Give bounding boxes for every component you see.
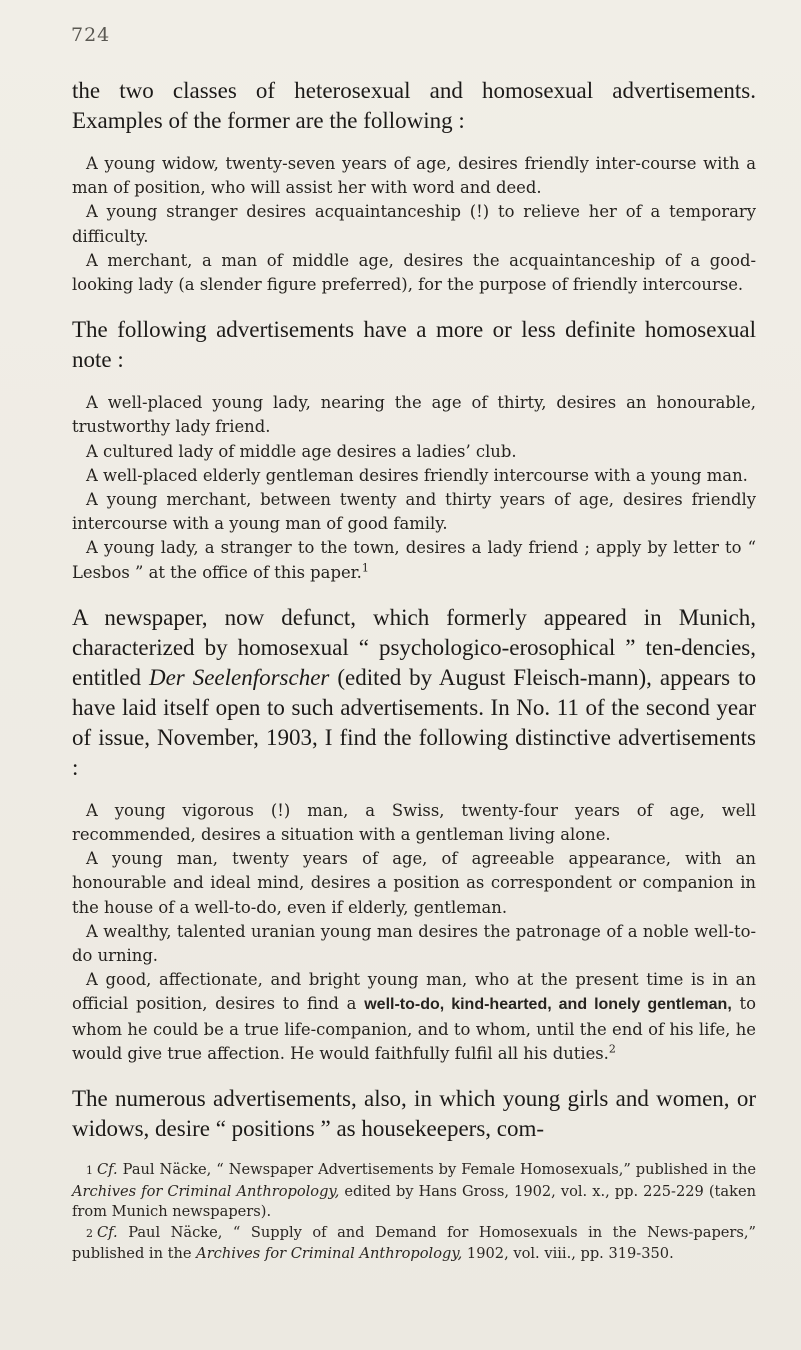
homosexual-advertisements: [72, 391, 756, 585]
advertisement: A well-placed elderly gentleman desires friendly intercourse with a young man.: [86, 465, 748, 485]
footnote: 1 Cf. Paul Näcke, “ Newspaper Advertisements by Female Homosexuals,” published in the Archives for Criminal Anthropology, edited by Hans Gross, 1902, vol. x., pp. 225-229 (taken from Munich newspapers).: [72, 1161, 757, 1221]
closing-paragraph: The numerous advertisements, also, in which young girls and women, or widows, desire “ positions ” as housekeepers, com-: [72, 1086, 756, 1142]
homosexual-intro-paragraph: The following advertisements have a more or less definite homosexual note :: [72, 317, 756, 373]
advertisement: A young man, twenty years of age, of agreeable appearance, with an honourable and ideal mind, desires a position as correspondent or companion in the house of a well-to-do, even if elderly, gentleman.: [72, 849, 756, 917]
page-number: 724: [71, 24, 111, 46]
advertisement: A young vigorous (!) man, a Swiss, twenty-four years of age, well recommended, desires a situation with a gentleman living alone.: [72, 800, 756, 845]
newspaper-title: Der Seelenforscher: [148, 664, 330, 690]
advertisement: A good, affectionate, and bright young man, who at the present time is in an official position, desires to find a well-to-do, kind-hearted, and lonely gentleman, to whom he could be a true life-companion, and to whom, until the end of his life, he would give true affection. He would faithfully fulfil all his duties.$^2$: [72, 970, 756, 1063]
bold-phrase: well-to-do, kind-hearted, and lonely gentleman,: [364, 996, 732, 1014]
footnote: 2 Cf. Paul Näcke, “ Supply of and Demand for Homosexuals in the News-papers,” published in the Archives for Criminal Anthropology, 1902, vol. viii., pp. 319-350.: [72, 1223, 756, 1263]
advertisement: A young merchant, between twenty and thirty years of age, desires friendly intercourse with a young man of good family.: [72, 490, 756, 534]
advertisement: A merchant, a man of middle age, desires the acquaintanceship of a good-looking lady (a slender figure preferred), for the purpose of friendly intercourse.: [72, 250, 756, 295]
journal-title: Archives for Criminal Anthropology,: [72, 1182, 340, 1200]
advertisement: A well-placed young lady, nearing the age of thirty, desires an honourable, trustworthy lady friend.: [72, 393, 756, 437]
munich-paragraph: A newspaper, now defunct, which formerly appeared in Munich, characterized by homosexual “ psychologico-erosophical ” ten-dencies, entitled Der Seelenforscher (edited by August Fleisch-mann), appears to have laid itself open to such advertisements. In No. 11 of the second year of issue, November, 1903, I find the following distinctive advertisements :: [72, 604, 756, 780]
journal-title: Archives for Criminal Anthropology,: [196, 1245, 463, 1263]
advertisement: A cultured lady of middle age desires a ladies’ club.: [86, 441, 517, 461]
advertisement: A young stranger desires acquaintanceship (!) to relieve her of a temporary difficulty.: [72, 202, 756, 246]
footnote-reference: 2: [608, 1042, 616, 1056]
advertisement: A young widow, twenty-seven years of age, desires friendly inter-course with a man of position, who will assist her with word and deed.: [72, 154, 756, 198]
heterosexual-advertisements: [72, 152, 756, 297]
advertisement: A wealthy, talented uranian young man desires the patronage of a noble well-to-do urning.: [72, 921, 756, 966]
footnote-mark: 2: [86, 1226, 93, 1240]
footnote-mark: 1: [86, 1164, 93, 1178]
footnote-reference: 1: [361, 561, 369, 575]
munich-advertisements: [72, 799, 756, 1066]
footnotes: [72, 1160, 756, 1265]
advertisement: A young lady, a stranger to the town, desires a lady friend ; apply by letter to “ Lesbos ” at the office of this paper.$^1$: [72, 538, 756, 582]
page-content: [72, 76, 756, 1265]
intro-paragraph: the two classes of heterosexual and homosexual advertisements. Examples of the former are the following :: [72, 78, 756, 133]
